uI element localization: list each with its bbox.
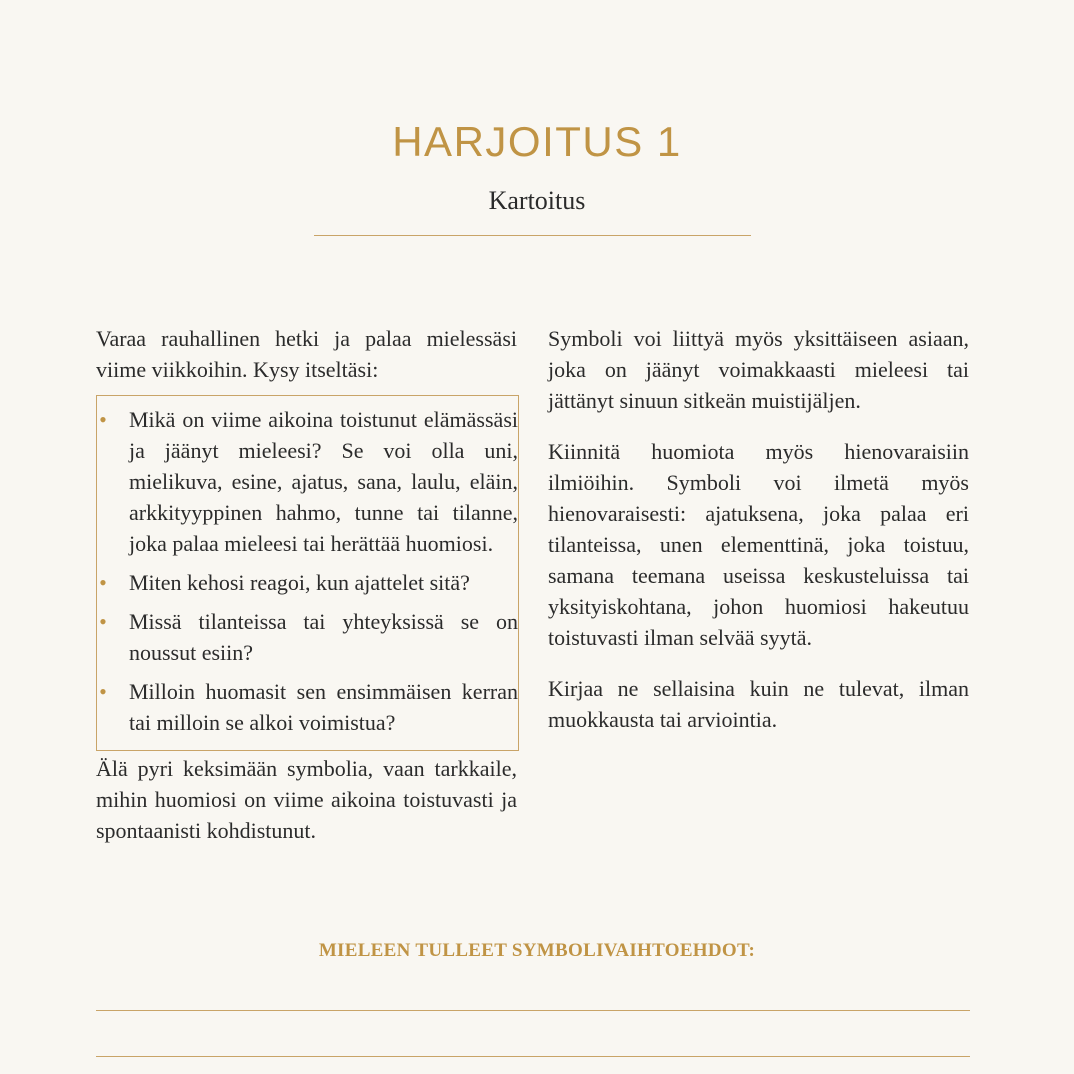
question-item bbox=[97, 567, 518, 598]
answer-section-label: MIELEEN TULLEET SYMBOLIVAIHTOEHDOT: bbox=[318, 940, 756, 961]
page-title: HARJOITUS 1 bbox=[392, 118, 682, 165]
body-paragraph: Symboli voi liittyä myös yksittäiseen asiaan, joka on jäänyt voimakkaasti mieleesi tai jättänyt sinuun sitkeän muistijäljen. bbox=[548, 326, 969, 413]
question-text: Miten kehosi reagoi, kun ajattelet sitä? bbox=[129, 570, 470, 595]
question-text: Milloin huomasit sen ensimmäisen kerran tai milloin se alkoi voimistua? bbox=[129, 679, 518, 735]
body-paragraph: Kiinnitä huomiota myös hienovaraisiin ilmiöihin. Symboli voi ilmetä myös hienovaraisesti: ajatuksena, joka palaa eri tilanteissa, unen elementtinä, joka toistuu, samana teemana useissa keskusteluissa tai yksityiskohtana, johon huomiosi hakeutuu toistuvasti ilman selvää syytä. bbox=[548, 439, 969, 650]
question-list bbox=[97, 404, 518, 738]
outro-paragraph: Älä pyri keksimään symbolia, vaan tarkkaile, mihin huomiosi on viime aikoina toistuvasti ja spontaanisti kohdistunut. bbox=[96, 756, 517, 843]
question-text: Mikä on viime aikoina toistunut elämässäsi ja jäänyt mieleesi? Se voi olla uni, mielikuva, esine, ajatus, sana, laulu, eläin, arkkityyppinen hahmo, tunne tai tilanne, joka palaa mieleesi tai herättää huomiosi. bbox=[129, 407, 518, 556]
body-paragraph: Kirjaa ne sellaisina kuin ne tulevat, ilman muokkausta tai arviointia. bbox=[548, 676, 969, 732]
bullet-icon: • bbox=[99, 679, 107, 704]
right-column bbox=[548, 323, 969, 755]
page-subtitle: Kartoitus bbox=[488, 186, 586, 215]
bullet-icon: • bbox=[99, 609, 107, 634]
question-text: Missä tilanteissa tai yhteyksissä se on noussut esiin? bbox=[129, 609, 518, 665]
question-item bbox=[97, 404, 518, 559]
bullet-icon: • bbox=[99, 407, 107, 432]
bullet-icon: • bbox=[99, 570, 107, 595]
left-column bbox=[96, 323, 517, 846]
intro-paragraph: Varaa rauhallinen hetki ja palaa mielessäsi viime viikkoihin. Kysy itseltäsi: bbox=[96, 326, 517, 382]
questions-box bbox=[96, 395, 519, 751]
answer-line[interactable] bbox=[96, 1010, 970, 1011]
question-item bbox=[97, 676, 518, 738]
question-item bbox=[97, 606, 518, 668]
answer-line[interactable] bbox=[96, 1056, 970, 1057]
title-divider bbox=[314, 235, 751, 236]
